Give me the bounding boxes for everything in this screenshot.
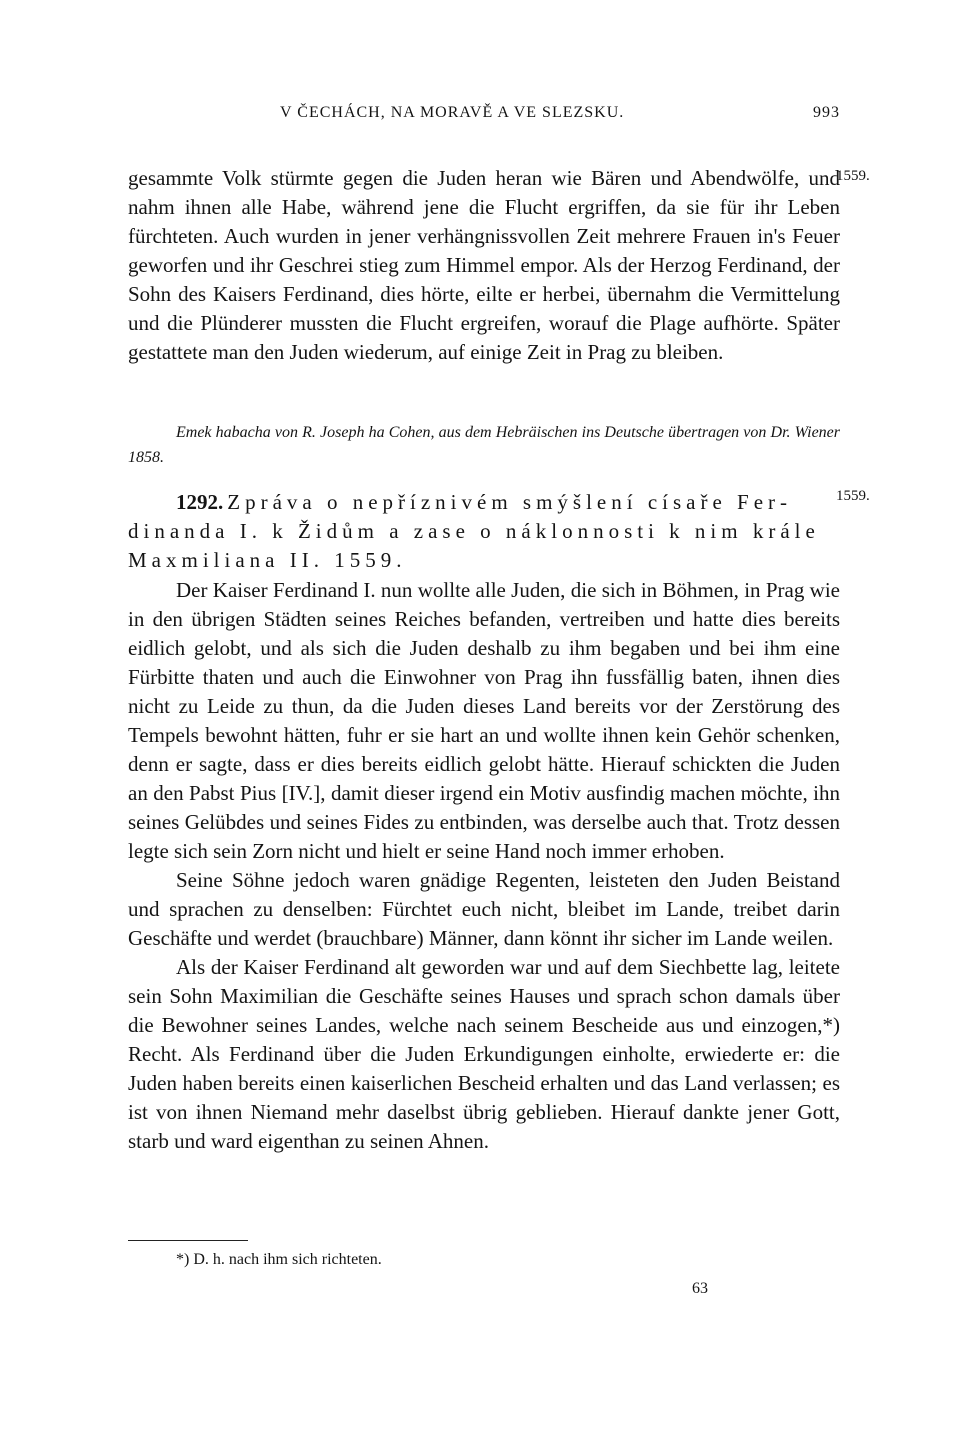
document-number: 1292. — [176, 490, 224, 514]
text-block-2 — [128, 576, 840, 1156]
document-title: Zpráva o nepříznivém smýšlení císaře Ferdinanda I. k Židům a zase o náklonnosti k nim krále Maxmiliana II. 1559. — [128, 490, 820, 572]
margin-year-note: 1559. — [836, 168, 870, 184]
margin-year-note: 1559. — [836, 488, 870, 504]
paragraph: Als der Kaiser Ferdinand alt geworden war und auf dem Siechbette lag, leitete sein Sohn Maximilian die Geschäfte seines Hauses und sprach schon damals über die Bewohner seines Landes, welche nach seinem Bescheide aus und einzogen,*) Recht. Als Ferdinand über die Juden Erkundigungen einholte, erwiederte er: die Juden haben bereits einen kaiserlichen Bescheid erhalten und das Land verlassen; es ist von ihnen Niemand mehr daselbst übrig geblieben. Hierauf dankte jener Gott, starb und ward eigenthan zu seinen Ahnen. — [128, 955, 840, 1153]
document-page — [128, 0, 870, 1433]
source-citation: Emek habacha von R. Joseph ha Cohen, aus dem Hebräischen ins Deutsche übertragen von Dr. Wiener 1858. — [128, 424, 840, 466]
signature-mark: 63 — [692, 1280, 708, 1297]
paragraph: Der Kaiser Ferdinand I. nun wollte alle Juden, die sich in Böhmen, in Prag wie in den übrigen Städten seines Reiches befanden, vertreiben und hatte dies bereits eidlich gelobt, und als sich die Juden deshalb zu ihm begaben und bei ihm eine Fürbitte thaten und auch die Einwohner von Prag ihn fussfällig baten, ihnen dies nicht zu Leide zu thun, da die Juden dieses Land bereits vor der Zerstörung des Tempels bewohnt hätten, fuhr er sie hart an und wollte ihnen kein Gehör schenken, denn er sagte, dass er dies bereits eidlich gelobt hätte. Hierauf schickten die Juden an den Pabst Pius [IV.], damit dieser irgend ein Motiv ausfindig machen möchte, ihn seines Gelübdes und seines Fides zu entbinden, was derselbe auch that. Trotz dessen legte sich sein Zorn nicht und hielt er seine Hand noch immer erhoben. — [128, 578, 840, 863]
paragraph: gesammte Volk stürmte gegen die Juden heran wie Bären und Abendwölfe, und nahm ihnen alle Habe, während jene die Flucht ergriffen, da sie für ihr Leben fürchteten. Auch wurden in jener verhängnissvollen Zeit mehrere Frauen in's Feuer geworfen und ihr Geschrei stieg zum Himmel empor. Als der Herzog Ferdinand, der Sohn des Kaisers Ferdinand, dies hörte, eilte er herbei, übernahm die Vermittelung und die Plünderer mussten die Flucht ergreifen, worauf die Plage aufhörte. Später gestattete man den Juden wiederum, auf einige Zeit in Prag zu bleiben. — [128, 166, 840, 364]
source-block — [128, 420, 840, 470]
footnote: *) D. h. nach ihm sich richteten. — [176, 1251, 382, 1268]
page-number: 993 — [813, 104, 840, 121]
header-title: V ČECHÁCH, NA MORAVĚ A VE SLEZSKU. — [280, 104, 625, 121]
paragraph: Seine Söhne jedoch waren gnädige Regenten, leisteten den Juden Beistand und sprachen zu denselben: Fürchtet euch nicht, bleibet im Lande, treibet darin Geschäfte und werdet (brauchbare) Männer, dann könnt ihr sicher im Lande weilen. — [128, 868, 840, 950]
text-block-1 — [128, 164, 840, 367]
footnote-divider — [128, 1240, 248, 1241]
document-heading — [128, 488, 840, 575]
